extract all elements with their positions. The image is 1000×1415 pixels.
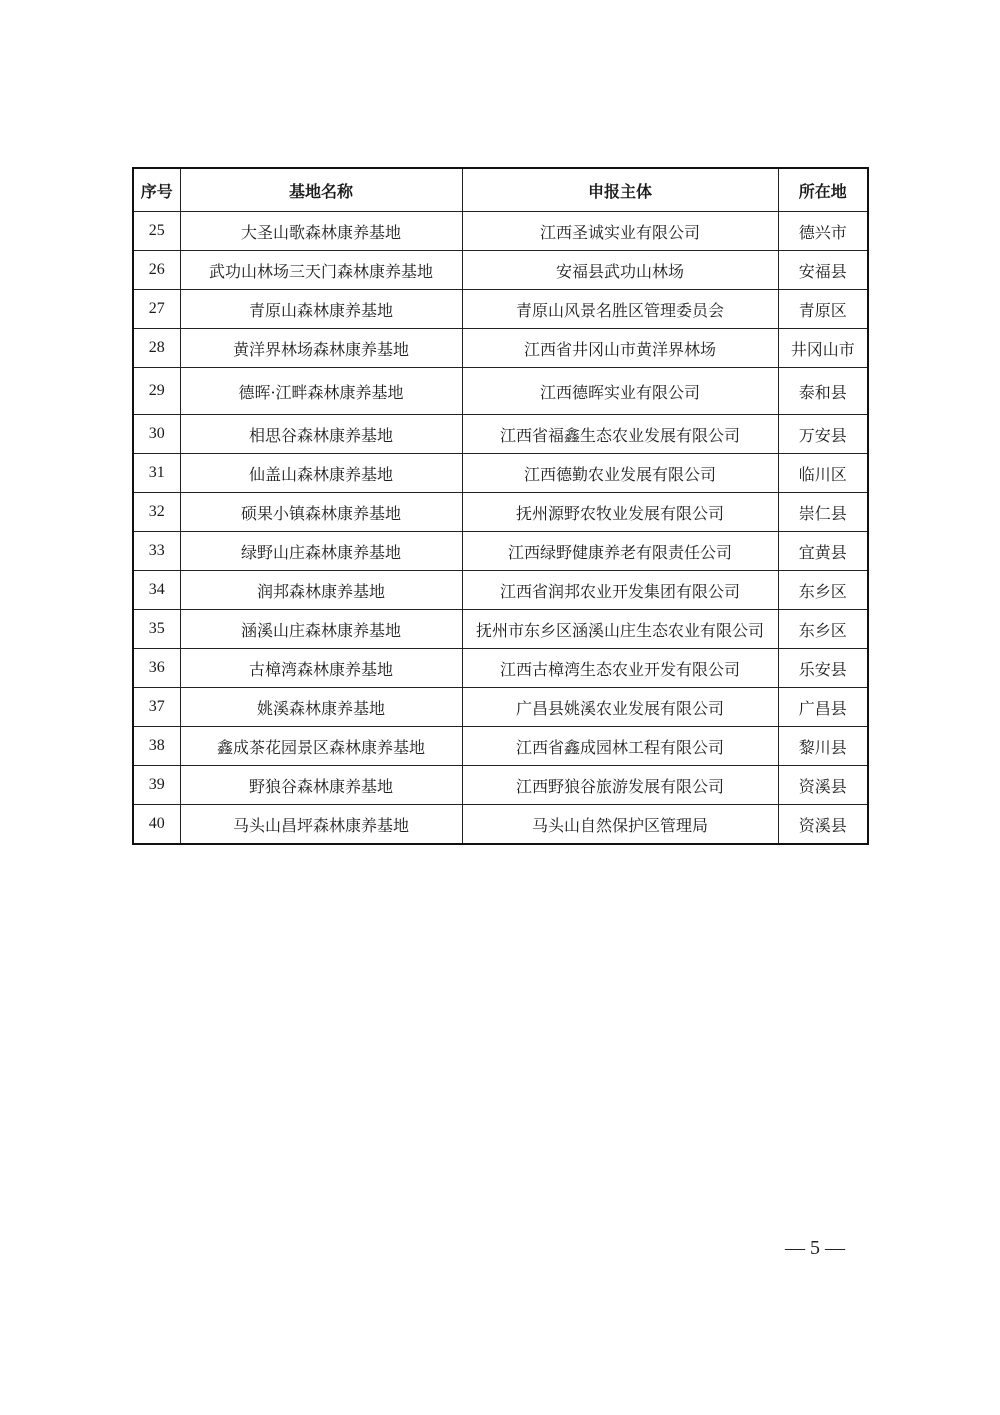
page-number: — 5 — bbox=[785, 1237, 845, 1259]
cell-index: 32 bbox=[133, 493, 180, 532]
cell-location: 德兴市 bbox=[778, 212, 868, 251]
cell-location: 资溪县 bbox=[778, 805, 868, 845]
cell-base-name: 绿野山庄森林康养基地 bbox=[180, 532, 462, 571]
cell-index: 36 bbox=[133, 649, 180, 688]
cell-location: 广昌县 bbox=[778, 688, 868, 727]
cell-location: 东乡区 bbox=[778, 571, 868, 610]
cell-applicant: 抚州市东乡区涵溪山庄生态农业有限公司 bbox=[462, 610, 778, 649]
table-header-row bbox=[133, 168, 868, 212]
cell-location: 东乡区 bbox=[778, 610, 868, 649]
table-row bbox=[133, 368, 868, 415]
table-row bbox=[133, 727, 868, 766]
cell-applicant: 江西古樟湾生态农业开发有限公司 bbox=[462, 649, 778, 688]
cell-applicant: 抚州源野农牧业发展有限公司 bbox=[462, 493, 778, 532]
table-row bbox=[133, 415, 868, 454]
table-row bbox=[133, 571, 868, 610]
cell-location: 临川区 bbox=[778, 454, 868, 493]
cell-location: 井冈山市 bbox=[778, 329, 868, 368]
cell-index: 33 bbox=[133, 532, 180, 571]
cell-applicant: 江西省井冈山市黄洋界林场 bbox=[462, 329, 778, 368]
cell-base-name: 马头山昌坪森林康养基地 bbox=[180, 805, 462, 845]
cell-applicant: 安福县武功山林场 bbox=[462, 251, 778, 290]
cell-index: 25 bbox=[133, 212, 180, 251]
cell-base-name: 涵溪山庄森林康养基地 bbox=[180, 610, 462, 649]
cell-base-name: 德晖·江畔森林康养基地 bbox=[180, 368, 462, 415]
cell-index: 35 bbox=[133, 610, 180, 649]
cell-index: 37 bbox=[133, 688, 180, 727]
cell-applicant: 江西绿野健康养老有限责任公司 bbox=[462, 532, 778, 571]
cell-applicant: 马头山自然保护区管理局 bbox=[462, 805, 778, 845]
cell-base-name: 鑫成茶花园景区森林康养基地 bbox=[180, 727, 462, 766]
table-row bbox=[133, 610, 868, 649]
cell-applicant: 江西圣诚实业有限公司 bbox=[462, 212, 778, 251]
cell-base-name: 相思谷森林康养基地 bbox=[180, 415, 462, 454]
table-row bbox=[133, 766, 868, 805]
table-row bbox=[133, 649, 868, 688]
cell-location: 安福县 bbox=[778, 251, 868, 290]
header-index: 序号 bbox=[133, 168, 180, 212]
cell-index: 40 bbox=[133, 805, 180, 845]
cell-applicant: 江西德勤农业发展有限公司 bbox=[462, 454, 778, 493]
cell-base-name: 野狼谷森林康养基地 bbox=[180, 766, 462, 805]
cell-location: 宜黄县 bbox=[778, 532, 868, 571]
cell-index: 39 bbox=[133, 766, 180, 805]
cell-base-name: 姚溪森林康养基地 bbox=[180, 688, 462, 727]
cell-index: 38 bbox=[133, 727, 180, 766]
cell-applicant: 江西德晖实业有限公司 bbox=[462, 368, 778, 415]
cell-base-name: 黄洋界林场森林康养基地 bbox=[180, 329, 462, 368]
cell-location: 泰和县 bbox=[778, 368, 868, 415]
forest-wellness-base-table bbox=[132, 167, 869, 845]
cell-applicant: 江西省福鑫生态农业发展有限公司 bbox=[462, 415, 778, 454]
cell-index: 34 bbox=[133, 571, 180, 610]
cell-index: 31 bbox=[133, 454, 180, 493]
table-row bbox=[133, 329, 868, 368]
cell-applicant: 江西野狼谷旅游发展有限公司 bbox=[462, 766, 778, 805]
table-row bbox=[133, 805, 868, 845]
cell-base-name: 武功山林场三天门森林康养基地 bbox=[180, 251, 462, 290]
table-row bbox=[133, 251, 868, 290]
cell-index: 27 bbox=[133, 290, 180, 329]
cell-base-name: 仙盖山森林康养基地 bbox=[180, 454, 462, 493]
table-row bbox=[133, 688, 868, 727]
table-row bbox=[133, 454, 868, 493]
header-base-name: 基地名称 bbox=[180, 168, 462, 212]
cell-location: 资溪县 bbox=[778, 766, 868, 805]
cell-location: 万安县 bbox=[778, 415, 868, 454]
table-row bbox=[133, 290, 868, 329]
cell-base-name: 硕果小镇森林康养基地 bbox=[180, 493, 462, 532]
cell-applicant: 青原山风景名胜区管理委员会 bbox=[462, 290, 778, 329]
cell-index: 30 bbox=[133, 415, 180, 454]
header-applicant: 申报主体 bbox=[462, 168, 778, 212]
cell-index: 26 bbox=[133, 251, 180, 290]
cell-location: 乐安县 bbox=[778, 649, 868, 688]
cell-index: 29 bbox=[133, 368, 180, 415]
cell-base-name: 大圣山歌森林康养基地 bbox=[180, 212, 462, 251]
table-row bbox=[133, 493, 868, 532]
table-row bbox=[133, 212, 868, 251]
cell-applicant: 广昌县姚溪农业发展有限公司 bbox=[462, 688, 778, 727]
cell-location: 崇仁县 bbox=[778, 493, 868, 532]
cell-base-name: 青原山森林康养基地 bbox=[180, 290, 462, 329]
cell-applicant: 江西省润邦农业开发集团有限公司 bbox=[462, 571, 778, 610]
cell-index: 28 bbox=[133, 329, 180, 368]
cell-base-name: 古樟湾森林康养基地 bbox=[180, 649, 462, 688]
table-row bbox=[133, 532, 868, 571]
cell-location: 黎川县 bbox=[778, 727, 868, 766]
cell-applicant: 江西省鑫成园林工程有限公司 bbox=[462, 727, 778, 766]
cell-base-name: 润邦森林康养基地 bbox=[180, 571, 462, 610]
cell-location: 青原区 bbox=[778, 290, 868, 329]
header-location: 所在地 bbox=[778, 168, 868, 212]
